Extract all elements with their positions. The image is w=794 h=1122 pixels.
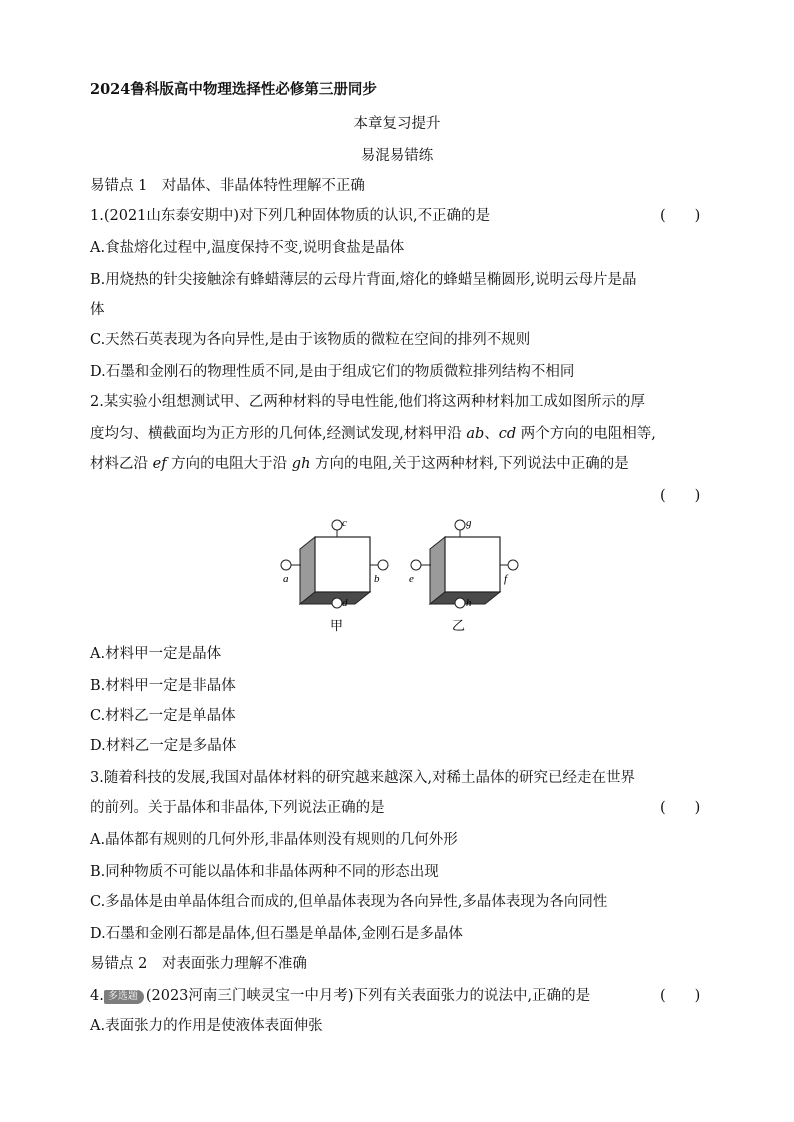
q4-stem (90, 986, 590, 1006)
q1-option-b-line1: B.用烧热的针尖接触涂有蜂蜡薄层的云母片背面,熔化的蜂蜡呈椭圆形,说明云母片是晶 (90, 272, 637, 288)
q2-ef-label: ef (152, 456, 167, 472)
terminal-a: a (283, 573, 289, 585)
q2-option-c: C.材料乙一定是单晶体 (90, 708, 236, 724)
error-point-1: 易错点 1 对晶体、非晶体特性理解不正确 (90, 178, 365, 194)
q2-answer-paren: ( ) (660, 488, 701, 504)
q1-option-a: A.食盐熔化过程中,温度保持不变,说明食盐是晶体 (90, 240, 405, 256)
q1-option-c: C.天然石英表现为各向异性,是由于该物质的微粒在空间的排列不规则 (90, 332, 531, 348)
q2-stem-line1: 2.某实验小组想测试甲、乙两种材料的导电性能,他们将这两种材料加工成如图所示的厚 (90, 394, 645, 410)
figure-caption-yi: 乙 (452, 618, 466, 633)
q2-text: 方向的电阻大于沿 (166, 456, 292, 472)
terminal-f: f (504, 573, 508, 585)
terminal-e: e (409, 573, 414, 585)
q3-answer-paren: ( ) (660, 800, 701, 816)
document-header: 2024鲁科版高中物理选择性必修第三册同步 (90, 81, 377, 98)
q1-answer-paren: ( ) (660, 208, 701, 224)
material-yi-block (409, 517, 518, 633)
q2-text: 两个方向的电阻相等, (516, 426, 656, 442)
q4-number: 4. (90, 988, 104, 1004)
q2-stem-line2 (90, 424, 656, 444)
q2-figure (270, 510, 530, 635)
q2-text: 材料乙沿 (90, 456, 153, 472)
q2-cd-label: cd (498, 426, 517, 442)
q2-option-a: A.材料甲一定是晶体 (90, 646, 222, 662)
terminal-d: d (342, 597, 348, 609)
error-point-2: 易错点 2 对表面张力理解不准确 (90, 956, 307, 972)
section-title: 易混易错练 (360, 148, 434, 164)
terminal-h: h (466, 597, 472, 609)
q4-stem-text: (2023河南三门峡灵宝一中月考)下列有关表面张力的说法中,正确的是 (145, 988, 591, 1004)
q2-option-d: D.材料乙一定是多晶体 (90, 738, 237, 754)
q2-text: 度均匀、横截面均为正方形的几何体,经测试发现,材料甲沿 (90, 426, 467, 442)
q4-option-a: A.表面张力的作用是使液体表面伸张 (90, 1018, 323, 1034)
q2-option-b: B.材料甲一定是非晶体 (90, 678, 236, 694)
q2-stem-line3 (90, 454, 629, 474)
q3-option-b: B.同种物质不可能以晶体和非晶体两种不同的形态出现 (90, 864, 439, 880)
q2-text: 、 (484, 426, 499, 442)
q3-option-a: A.晶体都有规则的几何外形,非晶体则没有规则的几何外形 (90, 832, 458, 848)
material-jia-block (281, 517, 388, 633)
multi-choice-tag: 多选题 (104, 990, 144, 1004)
terminal-b: b (374, 573, 380, 585)
q2-ab-label: ab (466, 426, 485, 442)
q3-option-c: C.多晶体是由单晶体组合而成的,但单晶体表现为各向异性,多晶体表现为各向同性 (90, 894, 608, 910)
q1-option-d: D.石墨和金刚石的物理性质不同,是由于组成它们的物质微粒排列结构不相同 (90, 364, 575, 380)
figure-caption-jia: 甲 (330, 618, 344, 633)
terminal-c: c (342, 517, 347, 529)
q2-gh-label: gh (291, 456, 311, 472)
q3-option-d: D.石墨和金刚石都是晶体,但石墨是单晶体,金刚石是多晶体 (90, 926, 463, 942)
q3-stem-line1: 3.随着科技的发展,我国对晶体材料的研究越来越深入,对稀土晶体的研究已经走在世界 (90, 770, 636, 786)
q1-stem: 1.(2021山东泰安期中)对下列几种固体物质的认识,不正确的是 (90, 208, 491, 224)
q2-text: 方向的电阻,关于这两种材料,下列说法中正确的是 (310, 456, 629, 472)
q3-stem-line2: 的前列。关于晶体和非晶体,下列说法正确的是 (90, 800, 385, 816)
chapter-title: 本章复习提升 (353, 116, 441, 132)
q4-answer-paren: ( ) (660, 988, 701, 1004)
terminal-g: g (466, 517, 472, 529)
q1-option-b-line2: 体 (90, 302, 105, 318)
